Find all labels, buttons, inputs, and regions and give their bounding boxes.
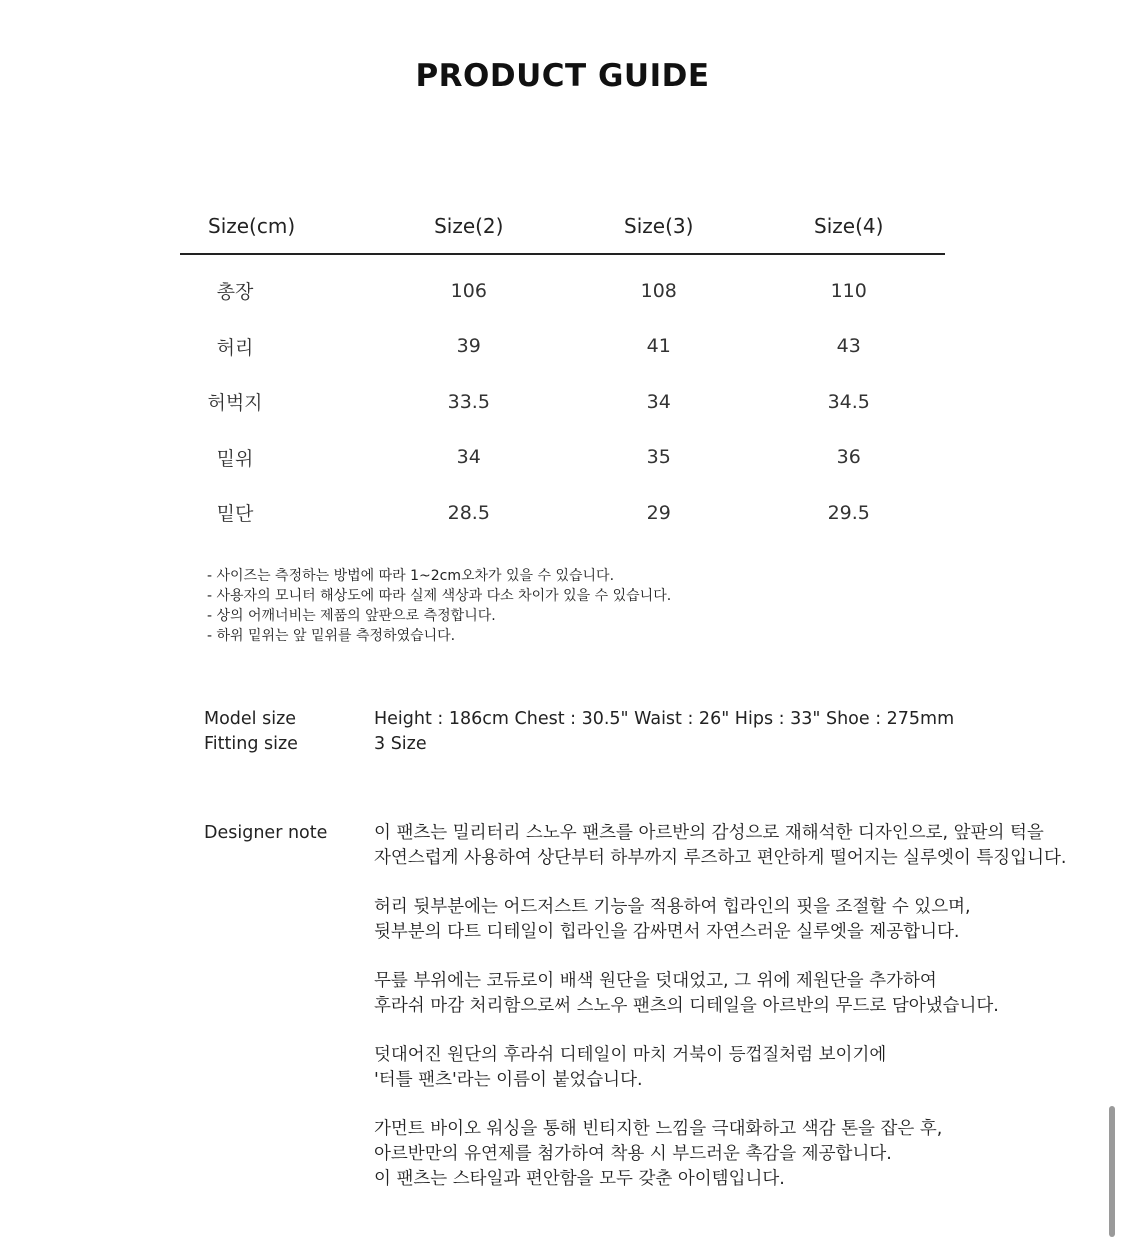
note-item: - 사이즈는 측정하는 방법에 따라 1~2cm오차가 있을 수 있습니다. [207,568,615,584]
note-item: - 하위 밑위는 앞 밑위를 측정하였습니다. [207,628,456,644]
size-header-2: Size(2) [373,205,566,254]
table-cell: 34.5 [827,390,870,413]
table-cell: 110 [830,279,867,302]
designer-line: 후라쉬 마감 처리함으로써 스노우 팬츠의 디테일을 아르반의 무드로 담아냈습니다. [374,996,999,1016]
table-cell: 39 [456,335,481,358]
size-header-3: Size(3) [565,205,752,254]
table-row [180,430,945,486]
designer-paragraph [374,1043,1066,1093]
designer-line: 이 팬츠는 밀리터리 스노우 팬츠를 아르반의 감성으로 재해석한 디자인으로, 앞판의 턱을 [374,823,1044,843]
designer-line: 뒷부분의 다트 디테일이 힙라인을 감싸면서 자연스러운 실루엣을 제공합니다. [374,922,960,942]
table-cell: 106 [450,279,487,302]
designer-note-body [374,821,1066,1192]
table-cell: 35 [646,446,671,469]
size-header-unit: Size(cm) [180,205,373,254]
size-notes [207,566,671,646]
designer-note-label: Designer note [204,823,328,843]
table-cell: 36 [836,446,861,469]
designer-line: 아르반만의 유연제를 첨가하여 착용 시 부드러운 촉감을 제공합니다. [374,1144,892,1164]
model-size-value: Height : 186cm Chest : 30.5" Waist : 26" Hips : 33" Shoe : 275mm [374,709,955,729]
fitting-size-value: 3 Size [374,734,427,754]
row-label: 밑단 [216,503,254,526]
designer-paragraph [374,1117,1066,1192]
table-cell: 108 [640,279,677,302]
row-label: 총장 [216,281,254,304]
table-cell: 29.5 [827,501,870,524]
note-item: - 사용자의 모니터 해상도에 따라 실제 색상과 다소 차이가 있을 수 있습니다. [207,588,672,604]
table-row [180,254,945,319]
table-cell: 34 [456,446,481,469]
designer-line: 덧대어진 원단의 후라쉬 디테일이 마치 거북이 등껍질처럼 보이기에 [374,1045,887,1065]
note-item: - 상의 어깨너비는 제품의 앞판으로 측정합니다. [207,608,496,624]
designer-line: 이 팬츠는 스타일과 편안함을 모두 갖춘 아이템입니다. [374,1169,785,1189]
table-cell: 33.5 [447,390,490,413]
row-label: 허리 [216,336,254,359]
table-row [180,374,945,430]
table-cell: 29 [646,501,671,524]
designer-paragraph [374,969,1066,1019]
table-row [180,319,945,375]
size-header-4: Size(4) [752,205,945,254]
table-cell: 41 [646,335,671,358]
row-label: 밑위 [216,447,254,470]
page-title: PRODUCT GUIDE [415,58,710,94]
designer-line: 자연스럽게 사용하여 상단부터 하부까지 루즈하고 편안하게 떨어지는 실루엣이 특징입니다. [374,848,1067,868]
model-size-label: Model size [204,709,297,729]
size-table-header-row [180,205,945,254]
designer-paragraph [374,821,1066,871]
table-row [180,485,945,541]
designer-line: 무릎 부위에는 코듀로이 배색 원단을 덧대었고, 그 위에 제원단을 추가하여 [374,971,937,991]
designer-line: '터틀 팬츠'라는 이름이 붙었습니다. [374,1070,643,1090]
table-cell: 43 [836,335,861,358]
table-cell: 28.5 [447,501,490,524]
size-table [180,205,945,541]
table-cell: 34 [646,390,671,413]
designer-line: 가먼트 바이오 워싱을 통해 빈티지한 느낌을 극대화하고 색감 톤을 잡은 후, [374,1119,943,1139]
row-label: 허벅지 [207,392,263,415]
fitting-size-label: Fitting size [204,734,298,754]
designer-line: 허리 뒷부분에는 어드저스트 기능을 적용하여 힙라인의 핏을 조절할 수 있으며, [374,897,971,917]
scrollbar-thumb[interactable] [1109,1106,1115,1237]
designer-paragraph [374,895,1066,945]
